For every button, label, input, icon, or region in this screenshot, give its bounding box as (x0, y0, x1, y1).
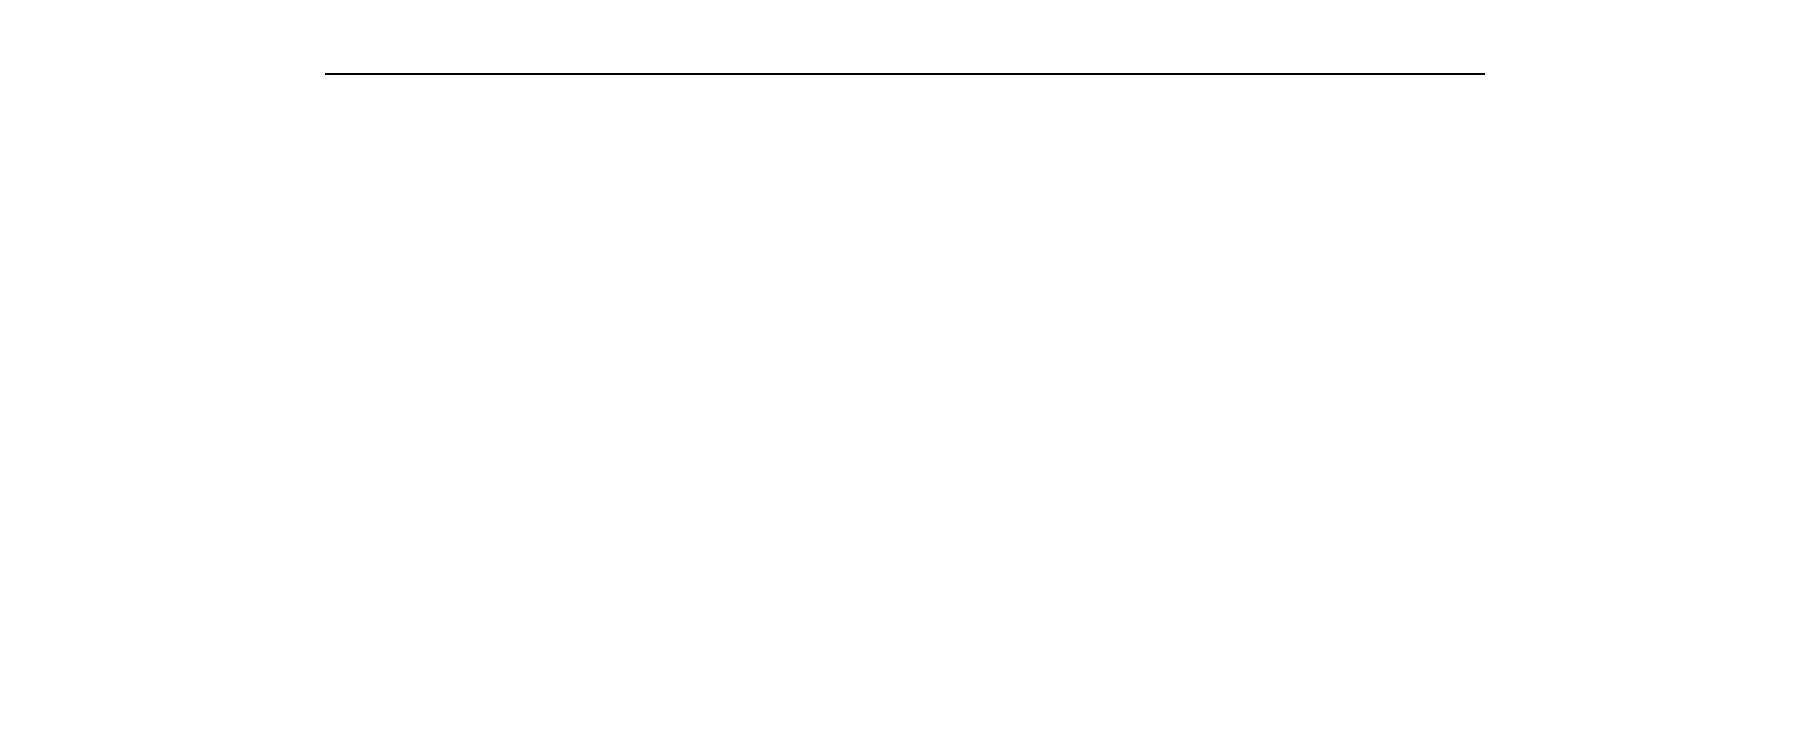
section-row (0, 288, 1816, 318)
title-underline (325, 73, 1485, 75)
